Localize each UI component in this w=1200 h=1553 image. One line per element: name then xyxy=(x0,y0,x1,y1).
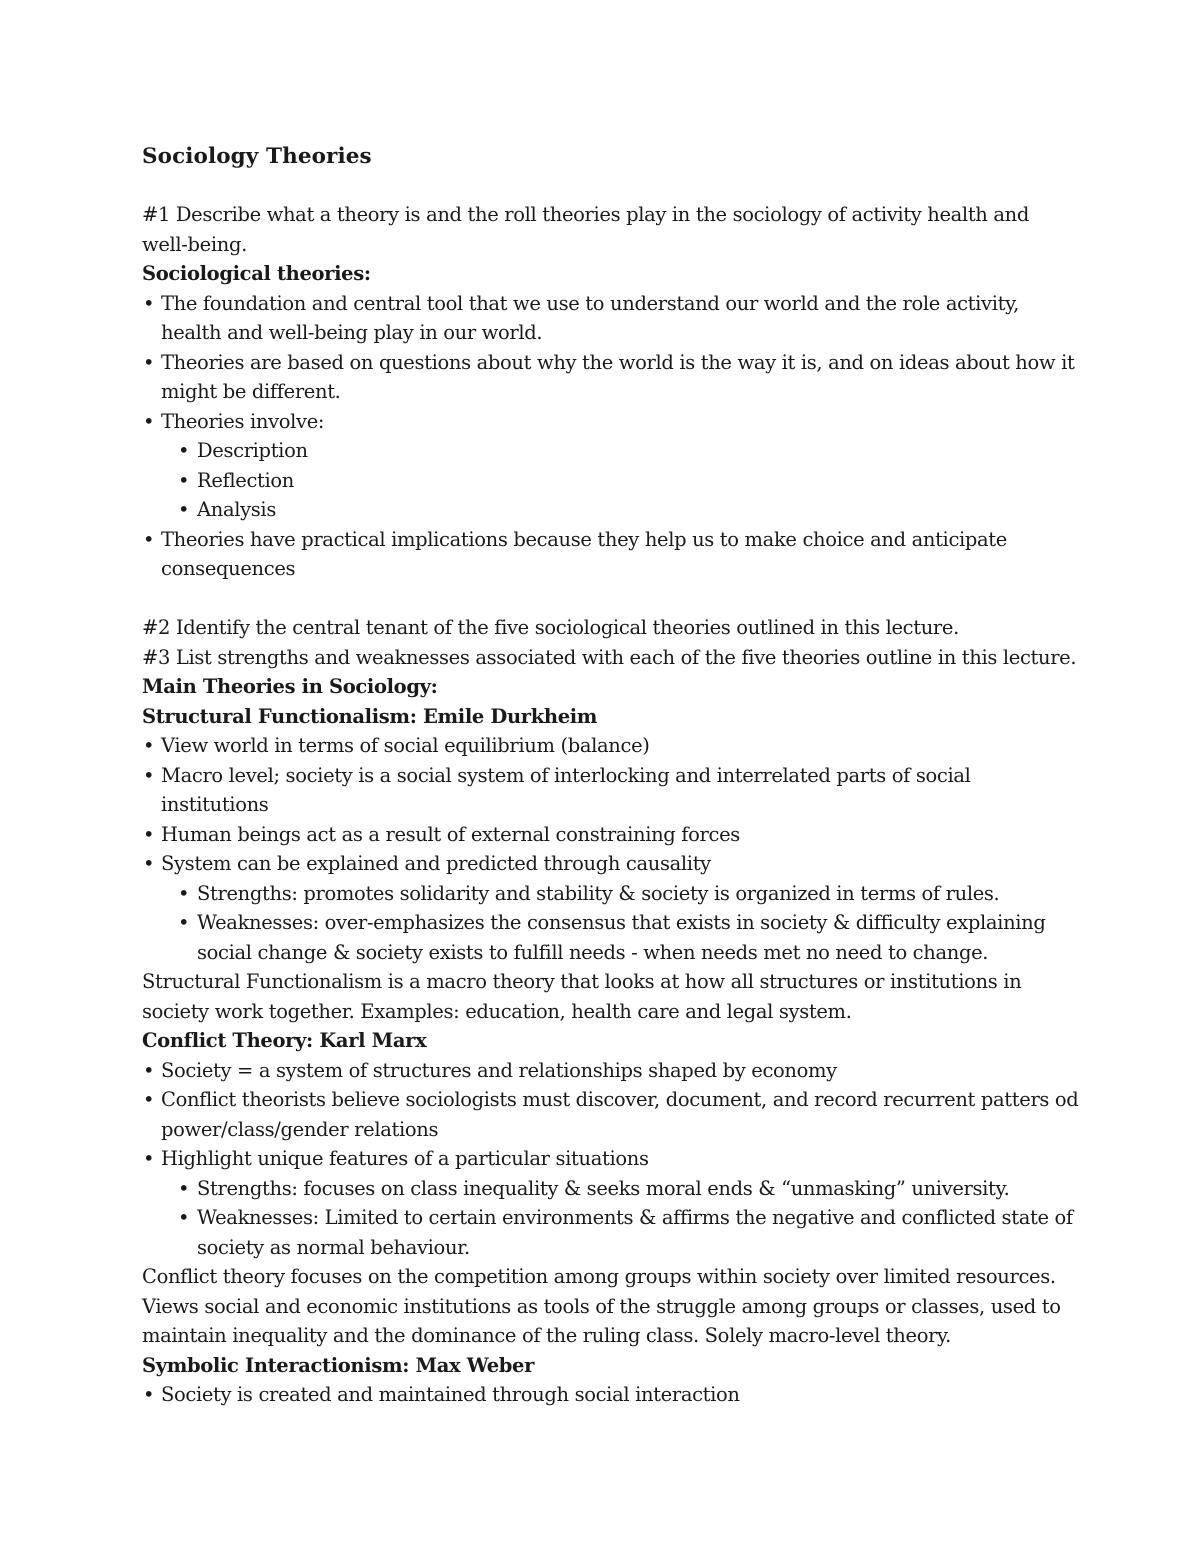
main-theories-heading: Main Theories in Sociology: xyxy=(142,675,438,698)
paragraph-gap xyxy=(142,584,1080,614)
list-item: • Theories involve: xyxy=(142,407,1080,437)
sub-list-item: • Analysis xyxy=(142,495,1080,525)
list-item: • The foundation and central tool that we use to understand our world and the role activity, health and well-being play in our world. xyxy=(142,289,1080,348)
structural-summary: Structural Functionalism is a macro theory that looks at how all structures or institutions in society work together. Examples: education, health care and legal system. xyxy=(142,970,1022,1023)
structural-functionalism-heading: Structural Functionalism: Emile Durkheim xyxy=(142,704,598,728)
list-item: • Society is created and maintained through social interaction xyxy=(142,1380,1080,1410)
question-3: #3 List strengths and weaknesses associated with each of the five theories outline in this lecture. xyxy=(142,645,1077,669)
conflict-summary: Conflict theory focuses on the competition among groups within society over limited resources. Views social and economic institutions as tools of the struggle among groups or classes, used to maintain inequality and the dominance of the ruling class. Solely macro-level theory. xyxy=(142,1265,1061,1347)
list-item: • Theories are based on questions about why the world is the way it is, and on ideas about how it might be different. xyxy=(142,348,1080,407)
sub-list-item: • Weaknesses: over-emphasizes the consensus that exists in society & difficulty explaining social change & society exists to fulfill needs - when needs met no need to change. xyxy=(142,908,1080,967)
sub-list-item: • Strengths: promotes solidarity and stability & society is organized in terms of rules. xyxy=(142,879,1080,909)
list-item: • Highlight unique features of a particular situations xyxy=(142,1144,1080,1174)
list-item: • System can be explained and predicted through causality xyxy=(142,849,1080,879)
question-2: #2 Identify the central tenant of the five sociological theories outlined in this lecture. xyxy=(142,616,959,639)
list-item: • Human beings act as a result of external constraining forces xyxy=(142,820,1080,850)
sub-list-item: • Weaknesses: Limited to certain environments & affirms the negative and conflicted state of society as normal behaviour. xyxy=(142,1203,1080,1262)
sub-list-item: • Description xyxy=(142,436,1080,466)
sub-list-item: • Strengths: focuses on class inequality & seeks moral ends & “unmasking” university. xyxy=(142,1174,1080,1204)
list-item: • Conflict theorists believe sociologists must discover, document, and record recurrent patters od power/class/gender relations xyxy=(142,1085,1080,1144)
sociological-theories-heading: Sociological theories: xyxy=(142,262,371,285)
list-item: • Macro level; society is a social system of interlocking and interrelated parts of social institutions xyxy=(142,761,1080,820)
sub-list-item: • Reflection xyxy=(142,466,1080,496)
conflict-theory-heading: Conflict Theory: Karl Marx xyxy=(142,1029,427,1052)
document-title: Sociology Theories xyxy=(142,144,372,169)
list-item: • View world in terms of social equilibrium (balance) xyxy=(142,731,1080,761)
question-1: #1 Describe what a theory is and the roll theories play in the sociology of activity health and well-being. xyxy=(142,203,1029,256)
list-item: • Society = a system of structures and relationships shaped by economy xyxy=(142,1056,1080,1086)
symbolic-interactionism-heading: Symbolic Interactionism: Max Weber xyxy=(142,1353,535,1377)
list-item: • Theories have practical implications because they help us to make choice and anticipate consequences xyxy=(142,525,1080,584)
